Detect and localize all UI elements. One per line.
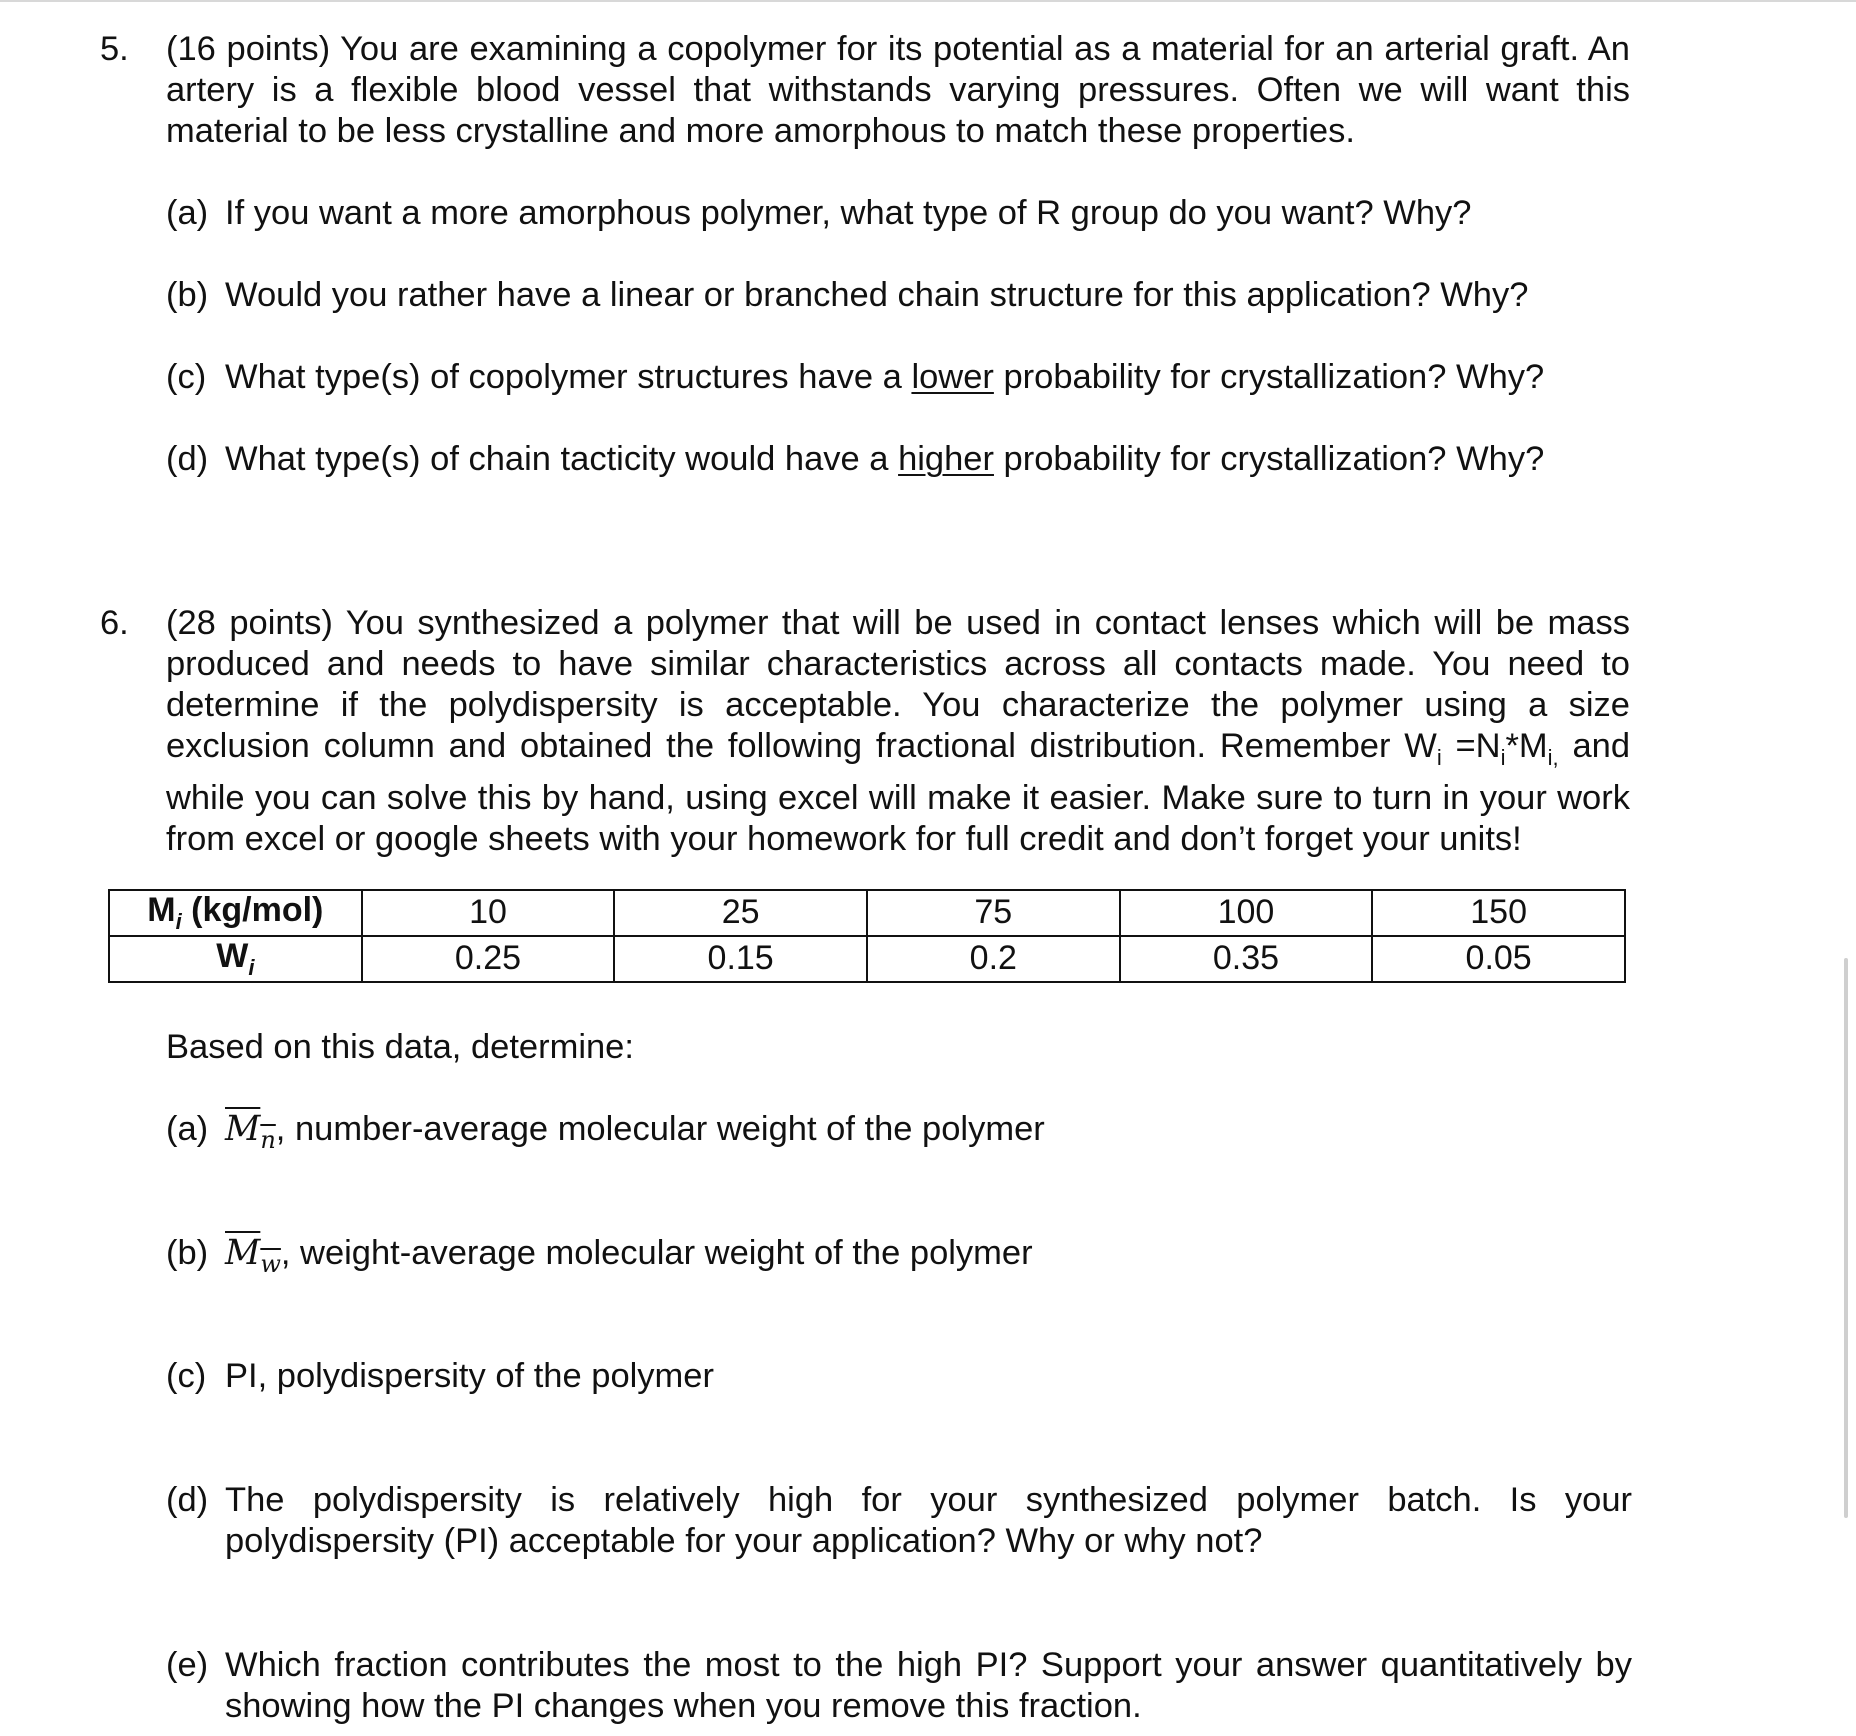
table-cell: 10 (362, 890, 615, 936)
part-label: (b) (166, 1234, 209, 1272)
question-5 (100, 29, 1630, 152)
mw-symbol: $M_w$ (225, 1233, 281, 1278)
q5-part-d (166, 439, 1632, 480)
distribution-table (108, 889, 1626, 983)
question-text: (28 points) You synthesized a polymer that will be used in contact lenses which will be mass produced and needs to have similar characteristics across all contacts made. You need to determine if the polydispersity is acceptable. You characterize the polymer using a size exclusion column and obtained the following fractional distribution. Remember $W_i =N_i*M_{i,}$ and while you can solve this by hand, using excel will make it easier. Make sure to turn in your work from excel or google sheets with your homework for full credit and don’t forget your units! (166, 604, 1631, 858)
part-text: $M_n$, number-average molecular weight of the polymer (225, 1109, 1045, 1154)
part-label: (a) (166, 1110, 209, 1148)
part-text (225, 357, 1632, 398)
table-row (109, 890, 1625, 936)
table-cell: 0.2 (867, 936, 1120, 982)
table-cell: 25 (614, 890, 867, 936)
part-text: Would you rather have a linear or branched chain structure for this application? Why? (225, 276, 1529, 314)
q6-part-c (166, 1356, 1632, 1397)
part-text: Which fraction contributes the most to the high PI? Support your answer quantitatively by showing how the PI changes when you remove this fraction. (225, 1646, 1632, 1725)
underlined-word: lower (911, 358, 994, 396)
part-text (225, 439, 1632, 480)
q6-part-d (166, 1480, 1632, 1562)
question-number: 5. (100, 30, 129, 68)
scrollbar[interactable] (1844, 958, 1848, 1518)
underlined-word: higher (898, 440, 994, 478)
part-label: (e) (166, 1646, 209, 1684)
part-label: (d) (166, 1481, 209, 1519)
table-cell: 150 (1372, 890, 1625, 936)
table-cell: 0.25 (362, 936, 615, 982)
question-6 (100, 603, 1630, 860)
part-text: The polydispersity is relatively high for your synthesized polymer batch. Is your polydispersity (PI) acceptable for your application? Why or why not? (225, 1481, 1632, 1560)
q6-part-e (166, 1645, 1632, 1727)
part-label: (a) (166, 194, 209, 232)
part-text: $M_w$, weight-average molecular weight of the polymer (225, 1233, 1033, 1278)
part-label: (d) (166, 440, 209, 478)
part-label: (c) (166, 358, 207, 396)
table-cell: 75 (867, 890, 1120, 936)
text-after: probability for crystallization? Why? (993, 358, 1545, 396)
part-label: (b) (166, 276, 209, 314)
part-text: If you want a more amorphous polymer, what type of R group do you want? Why? (225, 194, 1472, 232)
q5-part-a (166, 193, 1632, 234)
part-label: (c) (166, 1357, 207, 1395)
question-number: 6. (100, 604, 129, 642)
table-header-wi: $W_i$ (109, 936, 362, 982)
table-cell: 0.15 (614, 936, 867, 982)
intro-text: Based on this data, determine: (166, 1028, 634, 1066)
q6-part-b (166, 1233, 1632, 1277)
table-header-mi: $M_i$ (kg/mol) (109, 890, 362, 936)
text-after: probability for crystallization? Why? (993, 440, 1545, 478)
top-divider (0, 0, 1856, 2)
q6-part-a (166, 1109, 1632, 1153)
table-cell: 0.35 (1120, 936, 1373, 982)
q5-part-b (166, 275, 1632, 316)
text-before: What type(s) of chain tacticity would have a (225, 440, 899, 478)
mn-symbol: $M_n$ (225, 1109, 276, 1154)
table-cell: 0.05 (1372, 936, 1625, 982)
q5-part-c (166, 357, 1632, 398)
text-before: What type(s) of copolymer structures have a (225, 358, 912, 396)
table-cell: 100 (1120, 890, 1373, 936)
part-text: PI, polydispersity of the polymer (225, 1357, 714, 1395)
q6-intro (166, 1027, 1632, 1068)
question-text: (16 points) You are examining a copolymer for its potential as a material for an arterial graft. An artery is a flexible blood vessel that withstands varying pressures. Often we will want this material to be less crystalline and more amorphous to match these properties. (166, 30, 1630, 150)
table-row (109, 936, 1625, 982)
